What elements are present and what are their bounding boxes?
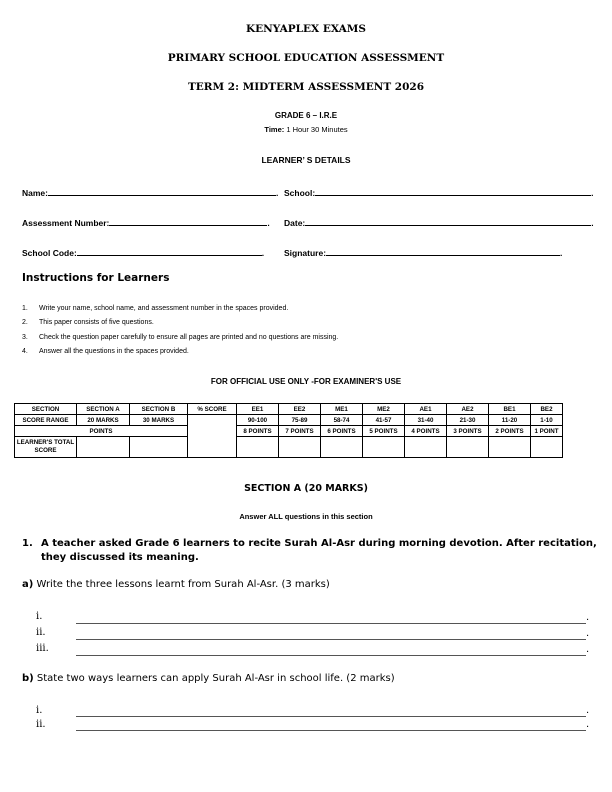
school-label: School:: [284, 188, 316, 198]
table-cell: [363, 437, 405, 458]
answer-roman: iii.: [36, 643, 49, 654]
table-cell: 11-20: [489, 415, 531, 426]
table-cell: [447, 437, 489, 458]
answer-roman: i.: [36, 611, 43, 622]
table-cell: SCORE RANGE: [15, 415, 77, 426]
table-cell: SECTION B: [130, 404, 188, 415]
score-table: [14, 403, 563, 458]
answer-line[interactable]: [76, 655, 586, 656]
instruction-item: 1. Write your name, school name, and assessment number in the spaces provided.: [22, 305, 289, 312]
table-cell: POINTS: [15, 426, 188, 437]
term-title: TERM 2: MIDTERM ASSESSMENT 2026: [187, 81, 425, 93]
table-cell: EE1: [237, 404, 279, 415]
table-cell: BE1: [489, 404, 531, 415]
table-cell: AE2: [447, 404, 489, 415]
percent-score-cell[interactable]: [188, 415, 237, 458]
time-label: Time:: [264, 125, 285, 134]
table-cell: 31-40: [405, 415, 447, 426]
answer-line[interactable]: [76, 730, 586, 731]
time-line: [0, 125, 612, 134]
answer-roman: ii.: [36, 719, 46, 730]
assessment-number-label: Assessment Number:: [22, 218, 110, 228]
table-cell: % SCORE: [188, 404, 237, 415]
table-cell: 20 MARKS: [77, 415, 130, 426]
table-cell: 21-30: [447, 415, 489, 426]
answer-roman: i.: [36, 705, 43, 716]
official-use-heading: FOR OFFICIAL USE ONLY -FOR EXAMINER'S USE: [210, 377, 402, 386]
instruction-item: 2. This paper consists of five questions.: [22, 319, 154, 326]
table-cell: 90-100: [237, 415, 279, 426]
date-line[interactable]: [305, 216, 591, 226]
date-field[interactable]: Date: .: [284, 218, 594, 228]
table-cell: 4 POINTS: [405, 426, 447, 437]
instruction-item: 3. Check the question paper carefully to ensure all pages are printed and no questions are missing.: [22, 334, 339, 341]
table-cell: 75-89: [279, 415, 321, 426]
answer-line[interactable]: [76, 716, 586, 717]
table-cell: [405, 437, 447, 458]
grade-title: GRADE 6 – I.R.E: [274, 111, 338, 120]
table-cell: 8 POINTS: [237, 426, 279, 437]
signature-line[interactable]: [326, 246, 560, 256]
table-cell: 58-74: [321, 415, 363, 426]
date-label: Date:: [284, 218, 306, 228]
table-cell: BE2: [531, 404, 563, 415]
table-cell: 1-10: [531, 415, 563, 426]
table-cell: 5 POINTS: [363, 426, 405, 437]
answer-line[interactable]: [76, 623, 586, 624]
table-cell: 1 POINT: [531, 426, 563, 437]
section-b-score-cell[interactable]: [130, 437, 188, 458]
table-row: [15, 437, 563, 458]
table-cell: AE1: [405, 404, 447, 415]
assessment-number-field[interactable]: Assessment Number: .: [22, 218, 270, 228]
table-cell: 2 POINTS: [489, 426, 531, 437]
question-number: 1.: [22, 538, 33, 549]
table-cell: 7 POINTS: [279, 426, 321, 437]
assessment-number-line[interactable]: [109, 216, 267, 226]
line-end-dot: .: [586, 612, 590, 623]
table-cell: 6 POINTS: [321, 426, 363, 437]
line-end-dot: .: [586, 719, 590, 730]
answer-roman: ii.: [36, 627, 46, 638]
learner-details-heading: LEARNER’ S DETAILS: [261, 155, 351, 165]
section-a-title: SECTION A (20 MARKS): [244, 483, 368, 494]
name-field[interactable]: Name: .: [22, 188, 279, 198]
table-cell: [489, 437, 531, 458]
question-1a-text: Write the three lessons learnt from Surah Al-Asr. (3 marks): [33, 579, 330, 590]
table-cell: [321, 437, 363, 458]
table-cell: [237, 437, 279, 458]
question-1-text: A teacher asked Grade 6 learners to recite Surah Al-Asr during morning devotion. After recitation, they discussed its meaning.: [41, 538, 597, 563]
table-row: [15, 404, 563, 415]
instructions-title: Instructions for Learners: [22, 272, 170, 284]
table-cell: [531, 437, 563, 458]
section-a-subtitle: Answer ALL questions in this section: [239, 512, 373, 521]
signature-label: Signature:: [284, 248, 327, 258]
answer-line[interactable]: [76, 639, 586, 640]
assessment-title: PRIMARY SCHOOL EDUCATION ASSESSMENT: [167, 52, 445, 64]
time-value: 1 Hour 30 Minutes: [284, 125, 348, 134]
school-line[interactable]: [315, 186, 591, 196]
school-code-label: School Code:: [22, 248, 77, 258]
question-1: [22, 537, 600, 565]
table-cell: 41-57: [363, 415, 405, 426]
question-1b-label: b): [22, 673, 34, 684]
school-code-line[interactable]: [77, 246, 262, 256]
question-1a-label: a): [22, 579, 34, 590]
org-title: KENYAPLEX EXAMS: [246, 23, 366, 35]
name-line[interactable]: [48, 186, 276, 196]
signature-field[interactable]: Signature: .: [284, 248, 563, 258]
question-1a: [22, 579, 330, 590]
table-cell: SECTION: [15, 404, 77, 415]
question-1b-text: State two ways learners can apply Surah Al-Asr in school life. (2 marks): [33, 673, 395, 684]
table-cell: ME2: [363, 404, 405, 415]
question-1b: [22, 673, 395, 684]
line-end-dot: .: [586, 628, 590, 639]
table-cell: 30 MARKS: [130, 415, 188, 426]
table-cell: ME1: [321, 404, 363, 415]
instruction-item: 4. Answer all the questions in the spaces provided.: [22, 348, 189, 355]
section-a-score-cell[interactable]: [77, 437, 130, 458]
table-cell: SECTION A: [77, 404, 130, 415]
line-end-dot: .: [586, 644, 590, 655]
table-cell: EE2: [279, 404, 321, 415]
table-cell: LEARNER'S TOTAL SCORE: [15, 437, 77, 458]
line-end-dot: .: [586, 705, 590, 716]
name-label: Name:: [22, 188, 48, 198]
school-field[interactable]: School: .: [284, 188, 594, 198]
table-row: [15, 426, 563, 437]
school-code-field[interactable]: School Code: .: [22, 248, 265, 258]
table-row: [15, 415, 563, 426]
table-cell: 3 POINTS: [447, 426, 489, 437]
table-cell: [279, 437, 321, 458]
